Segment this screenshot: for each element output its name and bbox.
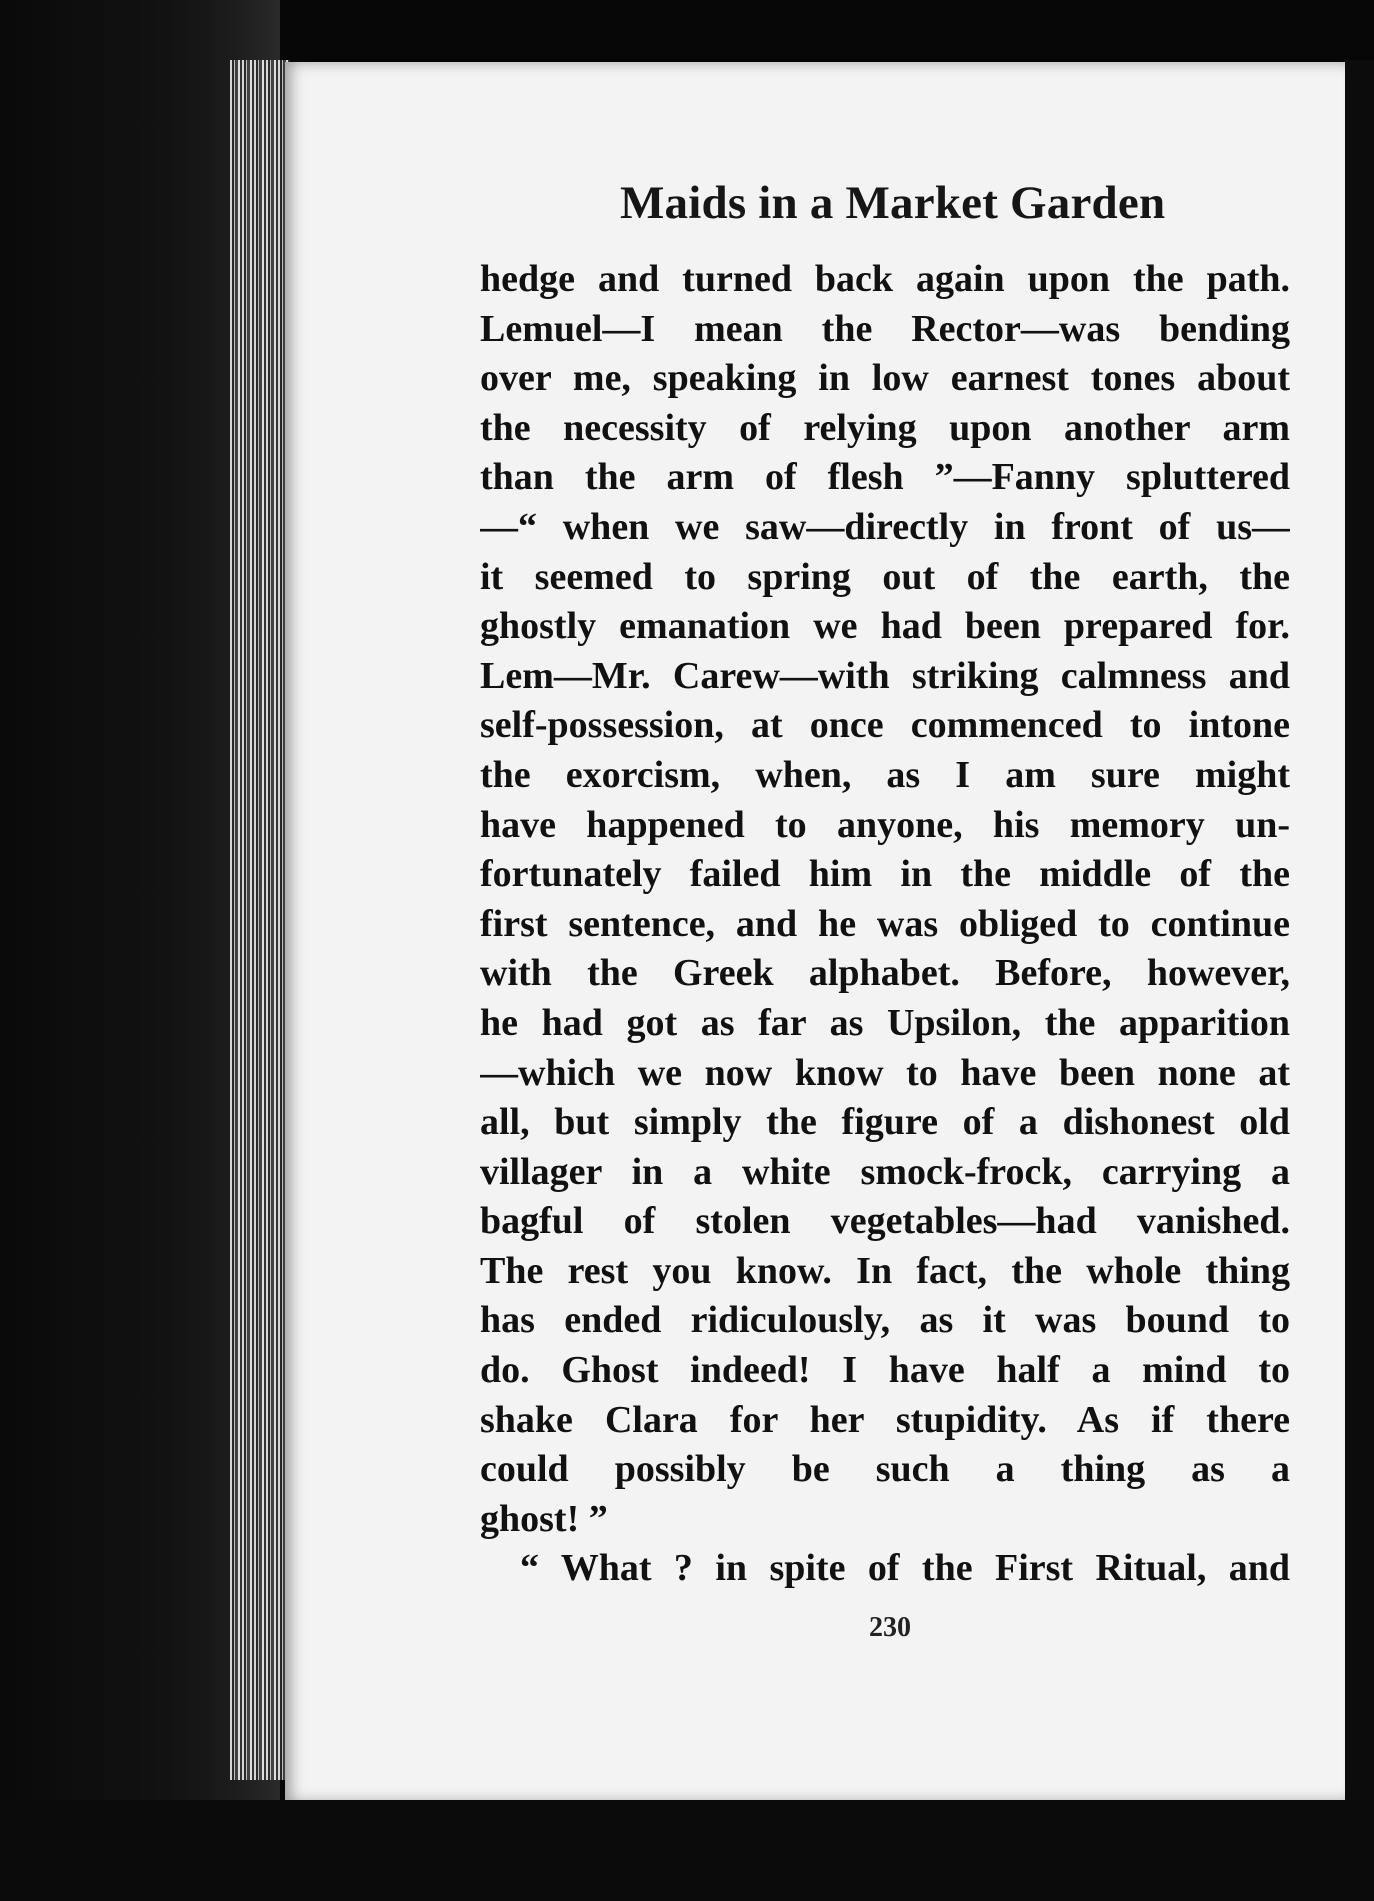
text-line: has ended ridiculously, as it was bound to (480, 1299, 1290, 1342)
text-line: over me, speaking in low earnest tones about (480, 357, 1290, 400)
text-line: could possibly be such a thing as a (480, 1448, 1290, 1491)
text-line: “ What ? in spite of the First Ritual, and (520, 1547, 1290, 1590)
text-line: fortunately failed him in the middle of the (480, 853, 1290, 896)
text-line: all, but simply the figure of a dishonest old (480, 1101, 1290, 1144)
text-line: hedge and turned back again upon the path. (480, 258, 1290, 300)
text-line: than the arm of flesh ”—Fanny spluttered (480, 456, 1290, 499)
scan-bottom-border (0, 1800, 1374, 1901)
running-head: Maids in a Market Garden (620, 177, 1166, 229)
text-line: he had got as far as Upsilon, the apparition (480, 1001, 1290, 1044)
text-line: the necessity of relying upon another arm (480, 406, 1290, 449)
text-line: self-possession, at once commenced to intone (480, 704, 1290, 747)
text-line: first sentence, and he was obliged to continue (480, 902, 1290, 945)
text-line: Lem—Mr. Carew—with striking calmness and (480, 654, 1290, 697)
text-line: with the Greek alphabet. Before, however, (480, 952, 1290, 995)
book-binding-edge (230, 60, 290, 1780)
text-line: bagful of stolen vegetables—had vanished. (480, 1200, 1290, 1243)
scan-right-border (1345, 60, 1374, 1820)
text-line: villager in a white smock-frock, carrying a (480, 1150, 1290, 1193)
text-line: ghost! ” (480, 1497, 608, 1540)
text-line: shake Clara for her stupidity. As if there (480, 1398, 1290, 1441)
text-line: have happened to anyone, his memory un- (480, 803, 1290, 846)
text-line: the exorcism, when, as I am sure might (480, 753, 1290, 796)
page-number: 230 (869, 1612, 911, 1643)
text-line: do. Ghost indeed! I have half a mind to (480, 1349, 1290, 1392)
text-line: —which we now know to have been none at (480, 1051, 1290, 1094)
text-line: —“ when we saw—directly in front of us— (480, 505, 1290, 548)
body-text (480, 255, 1290, 1594)
text-line: The rest you know. In fact, the whole thing (480, 1249, 1290, 1292)
text-line: it seemed to spring out of the earth, the (480, 555, 1290, 598)
text-line: Lemuel—I mean the Rector—was bending (480, 307, 1290, 350)
text-line: ghostly emanation we had been prepared for. (480, 605, 1290, 648)
